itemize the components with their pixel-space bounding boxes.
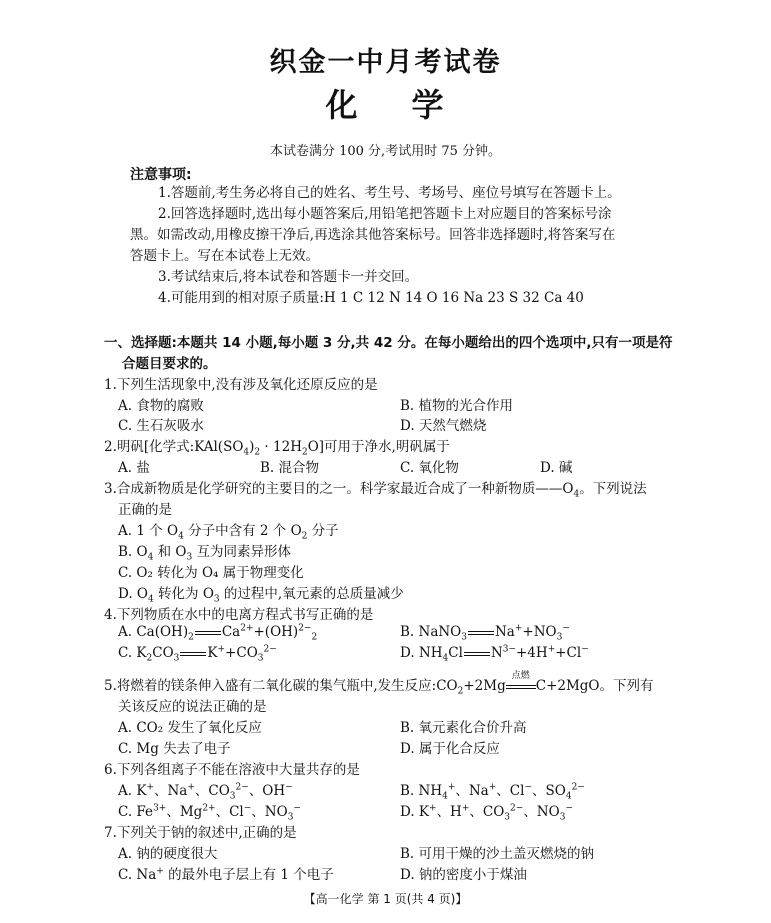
subject-title [0,80,771,126]
exam-title: 织金一中月考试卷 [269,47,502,78]
exam-subtitle: 本试卷满分 100 分,考试用时 75 分钟。 [269,144,502,159]
question-5-stem-cont: 关该反应的说法正确的是 [118,699,267,715]
question-1-option-c: C. 生石灰吸水 [118,418,204,434]
question-2-option-a: A. 盐 [118,460,150,476]
question-5-stem: 5.将燃着的镁条伸入盛有二氧化碳的集气瓶中,发生反应$:CO_2+2Mg$ 点燃 C+2MgO。下列有 [104,674,654,694]
question-5-option-d: D. 属于化合反应 [400,741,500,757]
subject-char-1: 化 [325,86,360,124]
question-5-option-a: A. CO₂ 发生了氧化反应 [118,720,262,736]
question-3-option-c: C. O₂ 转化为 O₄ 属于物理变化 [118,565,304,581]
subject-char-2: 学 [411,86,446,124]
question-3-option-a: A. 1 个 $O_4$ 分子中含有 2 个 $O_2$ 分子 [118,523,339,542]
notice-line-2a: 2.回答选择题时,选出每小题答案后,用铅笔把答题卡上对应题目的答案标号涂 [158,206,612,222]
question-2-stem: 2.明矾[化学式$:KAl(SO_4)_2 \cdot 12H_2O$]可用于净水,明矾属于 [104,439,450,458]
question-1-option-a: A. 食物的腐败 [118,398,204,414]
question-2-option-b: B. 混合物 [260,460,320,476]
question-6-option-d: D. K+、H+、$CO_3^{2-}$、$NO_3^-$ [400,803,573,823]
question-7-option-d: D. 钠的密度小于煤油 [400,867,527,883]
question-3-option-b: B. $O_4$ 和 $O_3$ 互为同素异形体 [118,544,291,563]
notice-line-4: 4.可能用到的相对原子质量:H 1 C 12 N 14 O 16 Na 23 S 32 Ca 40 [158,290,584,306]
notice-heading: 注意事项: [130,167,192,183]
question-2-option-c: C. 氧化物 [400,460,459,476]
question-7-stem: 7.下列关于钠的叙述中,正确的是 [104,825,297,841]
reaction-arrow [506,671,536,694]
notice-line-1: 1.答题前,考生务必将自己的姓名、考生号、考场号、座位号填写在答题卡上。 [158,185,621,201]
notice-line-2b: 黑。如需改动,用橡皮擦干净后,再选涂其他答案标号。回答非选择题时,将答案写在 [130,227,616,243]
question-4-option-a: A. $Ca(OH)_2$ $Ca^{2+}+(OH)^{2-}_2$ [118,623,318,643]
notice-line-2c: 答题卡上。写在本试卷上无效。 [130,248,319,264]
question-6-stem: 6.下列各组离子不能在溶液中大量共存的是 [104,762,360,778]
question-3-option-d: D. $O_4$ 转化为 $O_3$ 的过程中,氧元素的总质量减少 [118,586,404,605]
question-6-option-a: A. K+、Na+、$CO_3^{2-}$、OH− [118,782,293,802]
question-1-option-b: B. 植物的光合作用 [400,398,514,414]
question-2-option-d: D. 碱 [540,460,573,476]
question-7-option-b: B. 可用干燥的沙土盖灭燃烧的钠 [400,846,595,862]
notice-line-3: 3.考试结束后,将本试卷和答题卡一并交回。 [158,269,419,285]
question-5-option-b: B. 氧元素化合价升高 [400,720,527,736]
question-5-option-c: C. Mg 失去了电子 [118,741,231,757]
question-6-option-c: C. $Fe^{3+}$、$Mg^{2+}$、Cl−、$NO_3^-$ [118,803,301,823]
question-4-stem: 4.下列物质在水中的电离方程式书写正确的是 [104,607,374,623]
question-7-option-c: C. Na+ 的最外电子层上有 1 个电子 [118,866,334,883]
reaction-condition: 点燃 [511,671,530,681]
question-3-stem: 3.合成新物质是化学研究的主要目的之一。科学家最近合成了一种新物质$——O_4$。下列说法 [104,481,647,500]
question-6-option-b: B. $NH_4^+$、Na+、Cl−、$SO_4^{2-}$ [400,782,585,802]
question-3-stem-cont: 正确的是 [118,502,172,518]
question-1-stem: 1.下列生活现象中,没有涉及氧化还原反应的是 [104,377,378,393]
question-1-option-d: D. 天然气燃烧 [400,418,487,434]
question-4-option-b: B. NaNO$_3$ $Na^++NO_3^-$ [400,623,570,643]
page-footer: 【高一化学 第 1 页(共 4 页)】 [303,892,468,906]
question-4-option-c: C. $K_2CO_3$ $K^++CO_3^{2-}$ [118,644,277,664]
question-4-option-d: D. $NH_4Cl$ $N^{3-}+4H^++Cl^-$ [400,644,589,664]
section-heading-cont: 合题目要求的。 [122,356,217,372]
section-heading: 一、选择题:本题共 14 小题,每小题 3 分,共 42 分。在每小题给出的四个选项中,只有一项是符 [104,335,673,351]
question-7-option-a: A. 钠的硬度很大 [118,846,218,862]
